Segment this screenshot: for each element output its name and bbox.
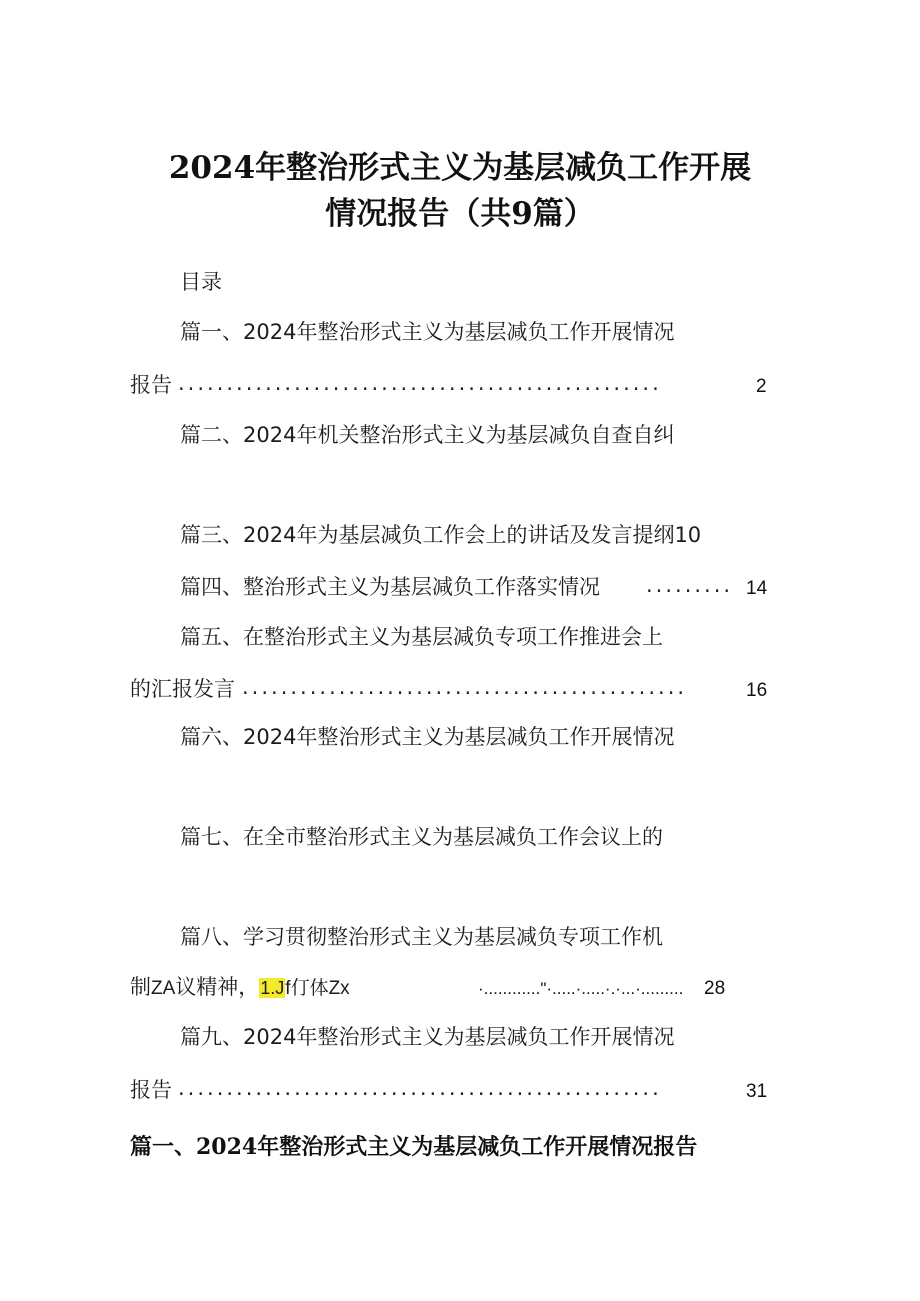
toc-leader-dots: .................................................. [178, 1076, 662, 1100]
toc-entry-8-ocr-b: f仃体Zx [285, 978, 350, 999]
toc-page-number: 14 [746, 578, 768, 599]
toc-leader-dots: .............................................. [242, 675, 688, 699]
toc-entry-2[interactable]: 篇二、2024年机关整治形式主义为基层减负自查自纠 [180, 423, 675, 447]
toc-entry-8-line-2[interactable] [130, 972, 350, 1004]
toc-entry-6[interactable]: 篇六、2024年整治形式主义为基层减负工作开展情况 [180, 725, 675, 749]
toc-entry-5-line-2[interactable]: 的汇报发言 [130, 677, 235, 701]
toc-garbled-leader: ·............"·.....·.....·.·...·......... [478, 979, 684, 998]
toc-leader-dots: .................................................. [178, 371, 662, 395]
document-title-line-1: 2024年整治形式主义为基层减负工作开展 [168, 150, 752, 186]
toc-page-number: 31 [746, 1081, 768, 1102]
toc-entry-8-text-a: 制 [130, 975, 151, 999]
toc-entry-9-line-1[interactable]: 篇九、2024年整治形式主义为基层减负工作开展情况 [180, 1025, 675, 1049]
toc-page-number: 28 [704, 978, 726, 999]
toc-entry-3[interactable]: 篇三、2024年为基层减负工作会上的讲话及发言提纲10 [180, 523, 702, 547]
document-title-line-2: 情况报告（共9篇） [325, 196, 595, 232]
toc-entry-9-line-2[interactable]: 报告 [130, 1078, 172, 1102]
toc-entry-1-line-1[interactable]: 篇一、2024年整治形式主义为基层减负工作开展情况 [180, 320, 675, 344]
toc-leader-dots: ......... [646, 573, 734, 597]
toc-page-number: 2 [756, 376, 767, 397]
highlighted-text: 1.J [260, 978, 285, 998]
toc-entry-7[interactable]: 篇七、在全市整治形式主义为基层减负工作会议上的 [180, 825, 663, 849]
toc-entry-8-line-1[interactable]: 篇八、学习贯彻整治形式主义为基层减负专项工作机 [180, 925, 663, 949]
toc-label: 目录 [180, 270, 222, 294]
section-heading: 篇一、2024年整治形式主义为基层减负工作开展情况报告 [130, 1134, 698, 1160]
toc-entry-1-line-2[interactable]: 报告 [130, 373, 172, 397]
toc-page-number: 16 [746, 680, 768, 701]
toc-entry-4[interactable]: 篇四、整治形式主义为基层减负工作落实情况 [180, 575, 600, 599]
toc-entry-8-ocr-a: ZA [151, 978, 176, 999]
toc-entry-8-text-b: 议精神， [175, 975, 260, 999]
toc-entry-5-line-1[interactable]: 篇五、在整治形式主义为基层减负专项工作推进会上 [180, 625, 663, 649]
